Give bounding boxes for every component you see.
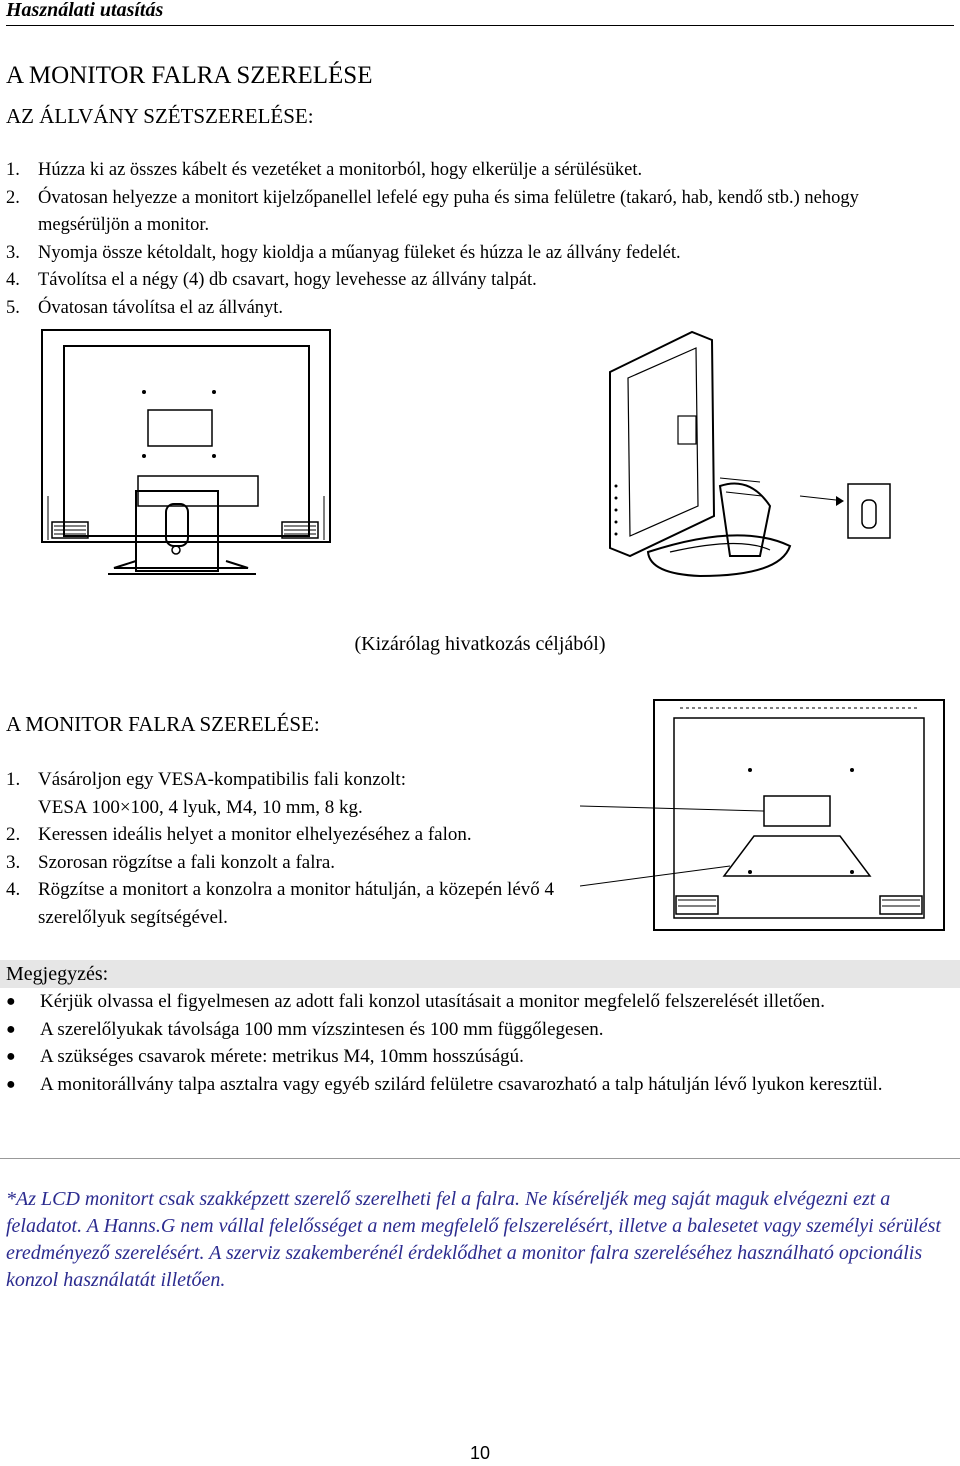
step-item: 4. Távolítsa el a négy (4) db csavart, hogy levehesse az állvány talpát. xyxy=(6,270,537,290)
step-item: 2. Keressen ideális helyet a monitor elhelyezéséhez a falon. xyxy=(6,824,472,845)
step-item: 3. Szorosan rögzítse a fali konzolt a falra. xyxy=(6,851,336,873)
step-item: 3. Nyomja össze kétoldalt, hogy kioldja a műanyag füleket és húzza le az állvány fedelét. xyxy=(6,242,681,263)
note-heading-band xyxy=(0,960,960,988)
stand-removal-steps xyxy=(6,157,918,322)
note-bullets xyxy=(6,988,936,1098)
bullet-icon: ● xyxy=(6,1048,16,1065)
step-item: 4. Rögzítse a monitort a konzolra a monitor hátulján, a közepén lévő 4 szerelőlyuk segítségével. xyxy=(6,879,555,928)
bullet-icon: ● xyxy=(6,993,16,1010)
note-bullet: ● Kérjük olvassa el figyelmesen az adott fali konzol utasításait a monitor megfelelő felszerelését illetően. xyxy=(6,988,936,1016)
step-item: 2. Óvatosan helyezze a monitort kijelzőpanellel lefelé egy puha és sima felületre (takaró, hab, kendő stb.) nehogy megsérüljön a monitor. xyxy=(6,187,859,235)
step-item: 1. Vásároljon egy VESA-kompatibilis fali konzolt: VESA 100×100, 4 lyuk, M4, 10 mm, 8 kg. xyxy=(6,769,406,818)
monitor-back-illustration xyxy=(38,326,338,582)
bullet-icon: ● xyxy=(6,1075,16,1093)
bullet-icon: ● xyxy=(6,1020,16,1038)
note-heading: Megjegyzés: xyxy=(6,963,109,985)
step-item: 5. Óvatosan távolítsa el az állványt. xyxy=(6,297,284,318)
header-rule xyxy=(6,25,954,26)
installation-warning: *Az LCD monitort csak szakképzett szerelő szerelheti fel a falra. Ne kíséreljék meg saját maguk elvégezni ezt a feladatot. A Hanns.G nem vállal felelősséget a nem megfelelő felszerelésért, illetve a balesetet vagy személyi sérülést eredményező szerelésért. A szerviz szakemberénél érdeklődhet a monitor falra szereléséhez használható opcionális konzol használatát illetően. xyxy=(6,1188,941,1291)
vesa-mount-illustration xyxy=(580,696,956,934)
section-title: A MONITOR FALRA SZERELÉSE xyxy=(6,62,373,89)
wall-mount-steps xyxy=(6,766,616,931)
note-bullet: ● A monitorállvány talpa asztalra vagy egyéb szilárd felületre csavarozható a talp hátulján lévő lyukon keresztül. xyxy=(6,1071,936,1099)
note-bullet: ● A szerelőlyukak távolsága 100 mm vízszintesen és 100 mm függőlegesen. xyxy=(6,1016,936,1044)
wall-mount-title: A MONITOR FALRA SZERELÉSE: xyxy=(6,712,320,736)
document-header-title: Használati utasítás xyxy=(6,0,164,21)
monitor-side-illustration xyxy=(600,326,908,582)
step-item: 1. Húzza ki az összes kábelt és vezetéket a monitorból, hogy elkerülje a sérülésüket. xyxy=(6,160,643,180)
section-subtitle: AZ ÁLLVÁNY SZÉTSZERELÉSE: xyxy=(6,104,314,128)
note-bullet: ● A szükséges csavarok mérete: metrikus M4, 10mm hosszúságú. xyxy=(6,1043,936,1071)
figure-caption: (Kizárólag hivatkozás céljából) xyxy=(354,633,606,655)
page-number: 10 xyxy=(469,1443,491,1463)
warning-rule xyxy=(0,1158,960,1159)
